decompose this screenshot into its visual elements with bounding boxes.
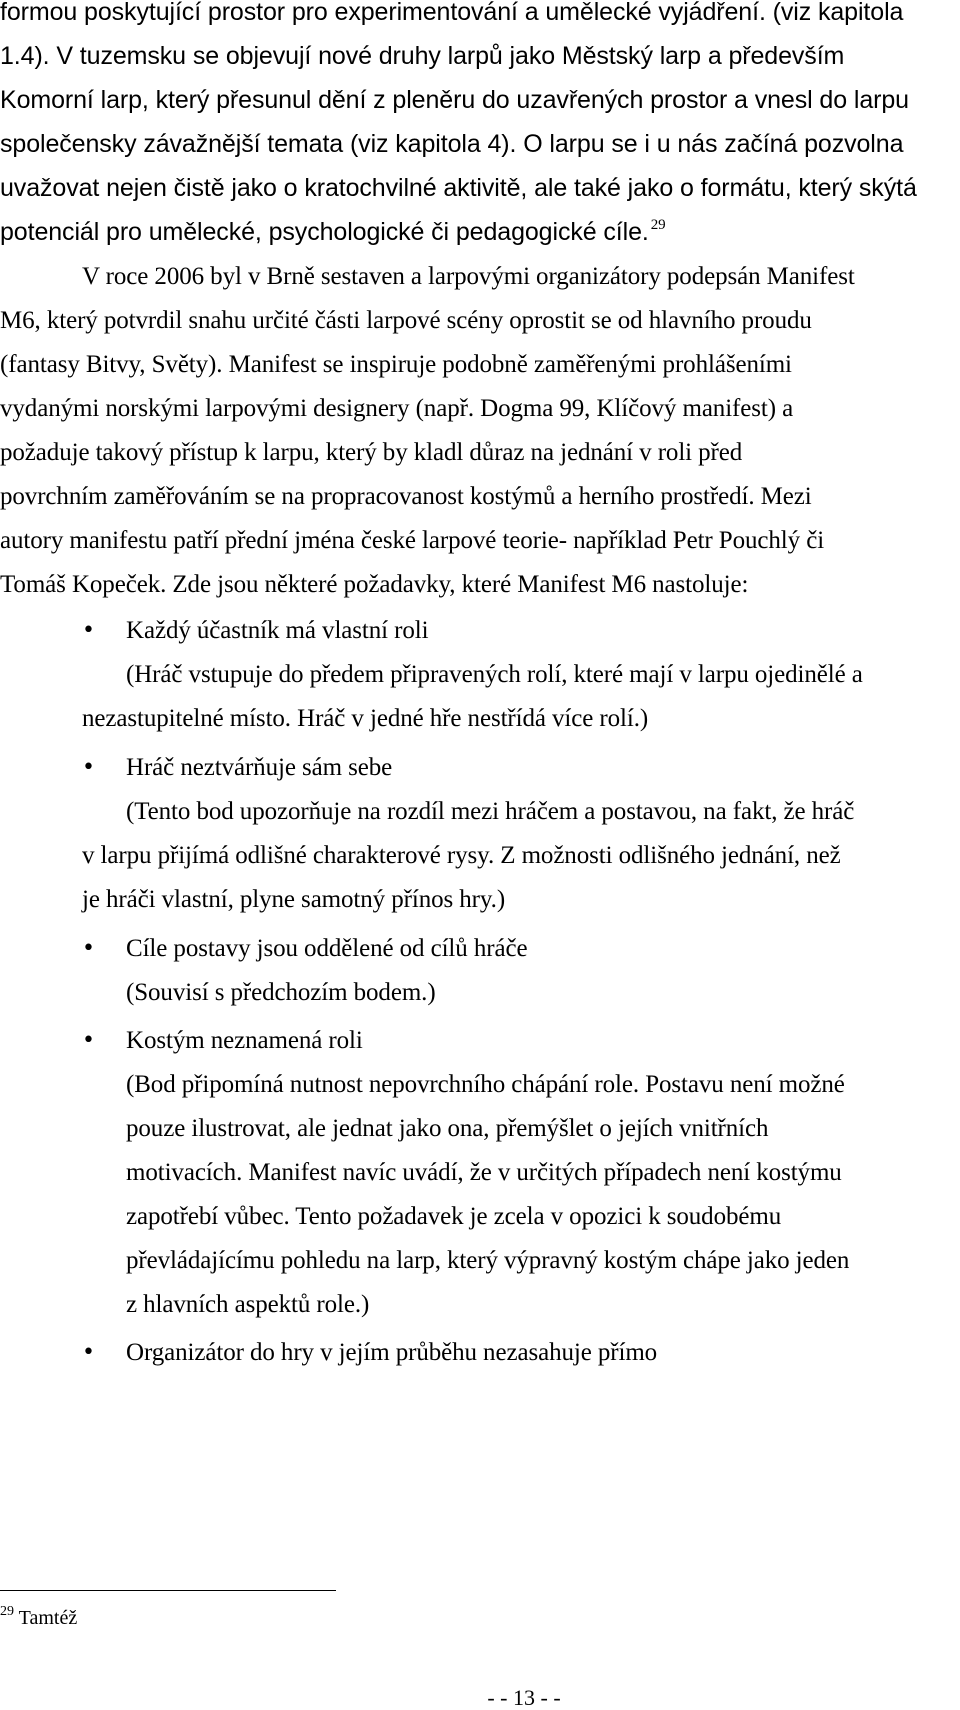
bullet-title: Kostým neznamená roli	[126, 1027, 363, 1054]
bullet-explanation: převládajícímu pohledu na larp, který výpravný kostým chápe jako jeden	[126, 1247, 850, 1274]
bullet-title: Hráč neztvárňuje sám sebe	[126, 754, 393, 781]
bullet-explanation: (Souvisí s předchozím bodem.)	[126, 979, 436, 1006]
bullet-glyph: •	[82, 755, 95, 780]
body-line: formou poskytující prostor pro experimentování a umělecké vyjádření. (viz kapitola	[0, 0, 904, 26]
bullet-explanation: nezastupitelné místo. Hráč v jedné hře nestřídá více rolí.)	[82, 705, 649, 732]
body-line: 1.4). V tuzemsku se objevují nové druhy larpů jako Městský larp a především	[0, 42, 845, 70]
manifest-line: autory manifestu patří přední jména české larpové teorie- například Petr Pouchlý či	[0, 527, 825, 554]
bullet-title: Cíle postavy jsou oddělené od cílů hráče	[126, 935, 528, 962]
manifest-line: vydanými norskými larpovými designery (např. Dogma 99, Klíčový manifest) a	[0, 395, 794, 422]
manifest-line: požaduje takový přístup k larpu, který by kladl důraz na jednání v roli před	[0, 439, 743, 466]
manifest-line: povrchním zaměřováním se na propracovanost kostýmů a herního prostředí. Mezi	[0, 483, 812, 510]
bullet-glyph: •	[82, 1340, 95, 1365]
body-line: Komorní larp, který přesunul dění z pleněru do uzavřených prostor a vnesl do larpu	[0, 86, 909, 114]
bullet-explanation: motivacích. Manifest navíc uvádí, že v určitých případech není kostýmu	[126, 1159, 842, 1186]
bullet-explanation: (Tento bod upozorňuje na rozdíl mezi hráčem a postavou, na fakt, že hráč	[126, 798, 855, 825]
bullet-explanation: pouze ilustrovat, ale jednat jako ona, přemýšlet o jejích vnitřních	[126, 1115, 769, 1142]
bullet-glyph: •	[82, 618, 95, 643]
body-line: společensky závažnější temata (viz kapitola 4). O larpu se i u nás začíná pozvolna	[0, 130, 904, 158]
body-line	[0, 217, 664, 247]
footnote	[0, 1606, 77, 1630]
bullet-explanation: v larpu přijímá odlišné charakterové rysy. Z možnosti odlišného jednání, než	[82, 842, 841, 869]
bullet-explanation: (Hráč vstupuje do předem připravených rolí, které mají v larpu ojedinělé a	[126, 661, 863, 688]
bullet-explanation: zapotřebí vůbec. Tento požadavek je zcela v opozici k soudobému	[126, 1203, 782, 1230]
manifest-line: (fantasy Bitvy, Světy). Manifest se inspiruje podobně zaměřenými prohlášeními	[0, 351, 792, 378]
bullet-explanation: je hráči vlastní, plyne samotný přínos hry.)	[82, 886, 506, 913]
bullet-glyph: •	[82, 1028, 95, 1053]
footnote-text: Tamtéž	[18, 1607, 78, 1629]
bullet-explanation: (Bod připomíná nutnost nepovrchního chápání role. Postavu není možné	[126, 1071, 845, 1098]
manifest-line: Tomáš Kopeček. Zde jsou některé požadavky, které Manifest M6 nastoluje:	[0, 571, 749, 598]
body-line: uvažovat nejen čistě jako o kratochvilné aktivitě, ale také jako o formátu, který skýtá	[0, 174, 917, 202]
bullet-title: Každý účastník má vlastní roli	[126, 617, 429, 644]
bullet-glyph: •	[82, 936, 95, 961]
manifest-line: M6, který potvrdil snahu určité části larpové scény oprostit se od hlavního proudu	[0, 307, 812, 334]
footnote-reference: 29	[650, 217, 666, 233]
footnote-separator	[0, 1590, 336, 1591]
page-number: - - 13 - -	[487, 1685, 561, 1710]
footnote-number: 29	[0, 1604, 14, 1619]
bullet-title: Organizátor do hry v jejím průběhu nezasahuje přímo	[126, 1339, 658, 1366]
body-line-text: potenciál pro umělecké, psychologické či pedagogické cíle.	[0, 218, 649, 246]
bullet-explanation: z hlavních aspektů role.)	[126, 1291, 370, 1318]
manifest-line: V roce 2006 byl v Brně sestaven a larpovými organizátory podepsán Manifest	[82, 263, 855, 290]
